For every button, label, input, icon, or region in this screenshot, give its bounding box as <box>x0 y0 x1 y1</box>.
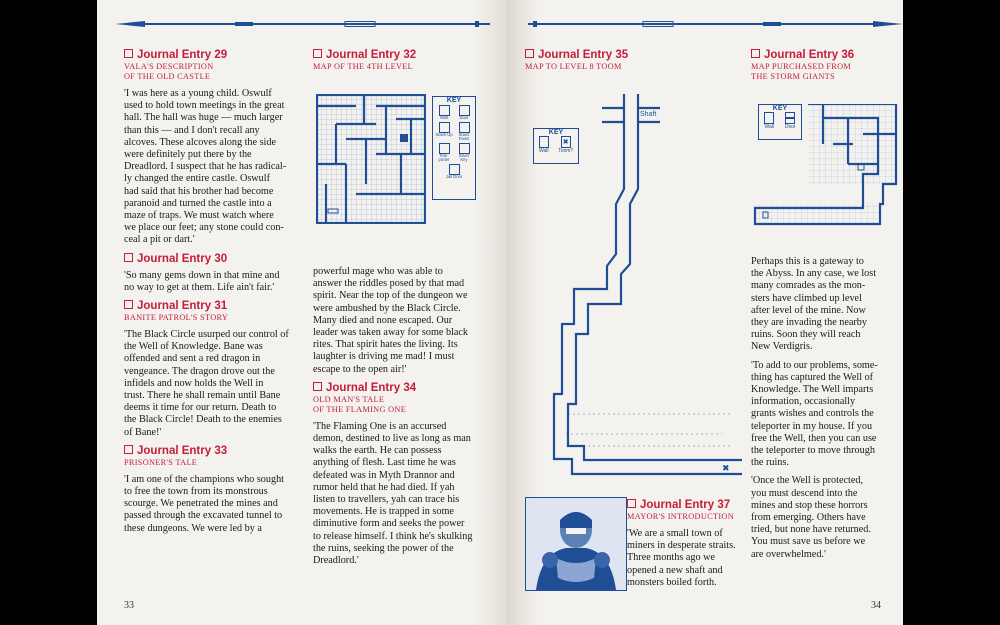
map-4th-level-key <box>432 96 476 200</box>
entry-30-title: Journal Entry 30 <box>124 253 302 266</box>
map-symbol-icon <box>439 122 450 133</box>
entry-34-subtitle: OF THE FLAMING ONE <box>313 404 407 414</box>
entry-34-title: Journal Entry 34 <box>313 382 493 395</box>
key-item: Stairs Up <box>435 122 453 142</box>
entry-37-continued-paragraph: 'To add to our problems, some- thing has captured the Well of Knowledge. The Well imparts information, occasionally grants wishes and controls the teleporter in my house. If you free the Well, then you can use the teleporter to move through the ruins. <box>751 359 878 469</box>
entry-33-text: 'I am one of the champions who sought to free the town from its monstrous scourge. We penetrated the mines and passed through the excavated tunnel to these dungeons. We were led by a <box>124 473 284 534</box>
entry-33-title: Journal Entry 33 <box>124 445 302 458</box>
entry-37-title: Journal Entry 37 <box>627 499 757 512</box>
entry-34-text: 'The Flaming One is an accursed demon, destined to live as long as man walks the earth. He can possess anything of flesh. Last time he was defeated was in Myth Drannor and rumor held that he had died. If yah listen to travellers, yah can trace his movements. He is trapped in some diminutive form and seeks the power to release himself. I think he's skulking the ruins, seeking the power of the Dreadlord.' <box>313 420 473 567</box>
entry-37-text: 'We are a small town of miners in desperate straits. Three months ago we opened a new shaft and monsters boiled forth. <box>627 528 736 588</box>
checkbox-icon <box>124 300 133 309</box>
toom-icon: ✖ <box>561 136 571 148</box>
key-title: KEY <box>548 129 564 136</box>
key-item: Silver Key <box>455 143 473 163</box>
entry-33-subtitle: PRISONER'S TALE <box>124 457 198 467</box>
page-number-left: 33 <box>124 600 134 611</box>
entry-29-subtitle: OF THE OLD CASTLE <box>124 72 211 81</box>
key-item: Stairs Down <box>455 122 473 142</box>
page-number-right: 34 <box>871 600 881 611</box>
entry-31-subtitle: BANITE PATROL'S STORY <box>124 313 229 323</box>
entry-37-continued-paragraph: 'Once the Well is protected, you must descend into the mines and stop these horrors from emerging. Others have tried, but none have returned. You must save us before we are overwhelmed.' <box>751 475 871 560</box>
entry-31-text: 'The Black Circle usurped our control of the Well of Knowledge. Bane was offended and sent a red dragon in vengeance. The dragon drove out the infidels and now holds the Well in trust. There he shall remain until Bane deems it time for our return. Death to the Black Circle! Death to the enemies of Bane!' <box>124 329 289 438</box>
key-item: Door <box>455 105 473 121</box>
entry-36-subtitle-2: THE STORM GIANTS <box>751 72 835 81</box>
entry-35-header <box>525 49 725 72</box>
entry-29-subtitle: VALA'S DESCRIPTION <box>124 62 214 71</box>
left-column-1 <box>124 49 302 541</box>
entry-36-header <box>751 49 901 82</box>
key-item-wall: Wall <box>538 148 549 154</box>
left-page <box>97 0 507 625</box>
entry-35-title: Journal Entry 35 <box>525 49 725 62</box>
checkbox-icon <box>124 253 133 262</box>
checkbox-icon <box>627 499 636 508</box>
key-item-door: Door <box>784 124 796 130</box>
toom-marker-icon: ✖ <box>722 463 730 473</box>
map-4th-level <box>316 94 426 224</box>
entry-32-title: Journal Entry 32 <box>313 49 493 62</box>
key-item-toom: Toom? <box>558 148 574 154</box>
right-page <box>507 0 903 625</box>
key-item: Wall <box>435 105 453 121</box>
spear-ornament-left <box>115 20 495 28</box>
key-item-wall: Wall <box>764 124 775 130</box>
left-column-2 <box>313 49 493 72</box>
entry-37-subtitle: MAYOR'S INTRODUCTION <box>627 512 734 521</box>
left-column-2-continued <box>313 266 493 573</box>
map-storm-giants <box>753 104 898 229</box>
shaft-label: Shaft <box>640 111 657 118</box>
entry-37 <box>627 499 757 595</box>
entry-34-subtitle: OLD MAN'S TALE <box>313 394 385 404</box>
spear-ornament-right <box>523 20 903 28</box>
entry-36-subtitle-1: MAP PURCHASED FROM <box>751 62 852 71</box>
key-item: Tele-porter <box>435 143 453 163</box>
entry-31-title: Journal Entry 31 <box>124 300 302 313</box>
entry-37-continued-paragraph: Perhaps this is a gateway to the Abyss. In any case, we lost many comrades as the mon- sters have climbed up level after level of the mine. Now they are invading the nearby ruins. Soon they will reach New Verdigris. <box>751 256 877 353</box>
mayor-portrait-image <box>525 497 627 591</box>
checkbox-icon <box>124 445 133 454</box>
entry-36-title: Journal Entry 36 <box>751 49 901 62</box>
checkbox-icon <box>313 382 322 391</box>
entry-32-subtitle: MAP OF THE 4TH LEVEL <box>313 62 414 71</box>
key-item: Jail Door <box>445 164 463 180</box>
checkbox-icon <box>124 49 133 58</box>
right-column-2 <box>751 256 901 567</box>
key-title: KEY <box>446 97 462 104</box>
entry-29-title: Journal Entry 29 <box>124 49 302 62</box>
entry-30-text: 'So many gems down in that mine and no way to get at them. Life ain't fair.' <box>124 269 280 293</box>
entry-29-text: 'I was here as a young child. Oswulf used to hold town meetings in the great hall. The hall was huge — much larger than this — and I don't recall any alcoves. These alcoves along the side were definitely put there by the Dreadlord. I suspect that he has radical- ly changed the entire castle. Oswulf had said that his brother had become paranoid and turned the castle into a maze of traps. We must watch where we place our feet; any stone could con- ceal a pit or dart.' <box>124 88 287 246</box>
map-level-8-toom <box>532 94 742 484</box>
entry-33-continued-text: powerful mage who was able to answer the riddles posed by that mad spirit. Near the top of the dungeon we were ambushed by the Black Circle. Many died and none escaped. Our leader was taken away for some black rites. That spirit hates the living. Its laughter is driving me mad! I must escape to the open air!' <box>313 266 469 375</box>
key-title: KEY <box>772 105 788 112</box>
entry-35-subtitle: MAP TO LEVEL 8 TOOM <box>525 62 622 71</box>
map-symbol-icon <box>459 122 470 133</box>
